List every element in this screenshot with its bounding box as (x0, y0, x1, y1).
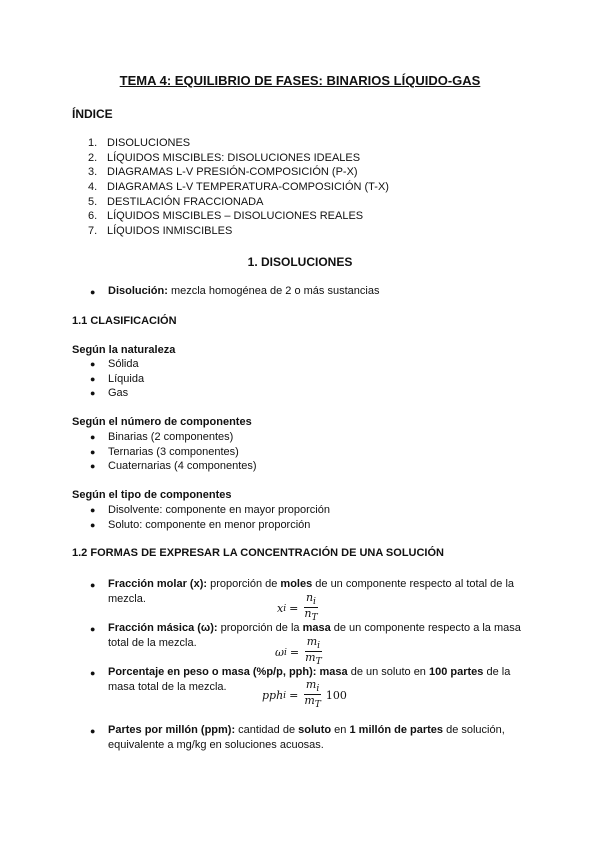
definition-disolucion: ● Disolución: mezcla homogénea de 2 o más sustancias (90, 284, 530, 299)
formula-fraccion-masica: ω i = $\frac{m_i}{m_T}$ (275, 635, 322, 668)
list-item: ● Gas (90, 387, 129, 400)
group-heading-naturaleza: Según la naturaleza (72, 344, 176, 356)
table-of-contents (88, 136, 389, 239)
bullet-icon: ● (90, 373, 96, 384)
section-heading-disoluciones: 1. DISOLUCIONES (247, 255, 353, 269)
formula-porcentaje: pph i = $\frac{m_i}{m_T}$ 100 (262, 678, 347, 711)
bullet-icon: ● (90, 388, 96, 399)
document-title: TEMA 4: EQUILIBRIO DE FASES: BINARIOS LÍQUIDO-GAS (119, 73, 481, 88)
bullet-icon: ● (90, 624, 96, 634)
toc-item: 5. DESTILACIÓN FRACCIONADA (88, 195, 264, 208)
toc-item: 1. DISOLUCIONES (88, 137, 191, 149)
bullet-icon: ● (90, 446, 96, 457)
bullet-icon: ● (90, 505, 96, 515)
list-item: ● Sólida (90, 358, 139, 370)
bullet-icon: ● (90, 432, 96, 442)
subsection-heading-clasificacion: 1.1 CLASIFICACIÓN (72, 315, 177, 327)
list-item: ● Binarias (2 componentes) (90, 431, 234, 443)
definition-fraccion-molar: ● Fracción molar (x): proporción de moles de un componente respecto al total de la mezcla. (90, 578, 515, 605)
list-item: ● Cuaternarias (4 componentes) (90, 460, 257, 473)
fraction: $\frac{n_i}{n_T}$ (304, 591, 318, 624)
fraction: $\frac{m_i}{m_T}$ (304, 678, 321, 711)
list-numero-componentes (90, 430, 257, 474)
toc-item: 4. DIAGRAMAS L-V TEMPERATURA-COMPOSICIÓN (T-X) (88, 181, 389, 194)
definition-porcentaje: ● Porcentaje en peso o masa (%p/p, pph): masa de un soluto en 100 partes de la masa total de la mezcla. (90, 666, 511, 693)
toc-item: 6. LÍQUIDOS MISCIBLES – DISOLUCIONES REALES (88, 210, 364, 223)
group-heading-tipo-componentes: Según el tipo de componentes (72, 489, 232, 501)
definition-ppm: ● Partes por millón (ppm): cantidad de soluto en 1 millón de partes de solución, equivalente a mg/kg en soluciones acuosas. (90, 724, 505, 751)
bullet-icon: ● (90, 359, 96, 369)
bullet-icon: ● (90, 726, 96, 736)
formula-fraccion-molar: x i = $\frac{n_i}{n_T}$ (277, 591, 318, 624)
bullet-icon: ● (90, 287, 96, 297)
list-naturaleza (90, 357, 144, 401)
list-item: ● Soluto: componente en menor proporción (90, 518, 311, 531)
list-item: ● Disolvente: componente en mayor proporción (90, 504, 330, 516)
bullet-icon: ● (90, 580, 96, 590)
list-tipo-componentes (90, 503, 330, 532)
fraction: $\frac{m_i}{m_T}$ (305, 635, 322, 668)
toc-item: 7. LÍQUIDOS INMISCIBLES (88, 225, 233, 238)
index-heading: ÍNDICE (72, 107, 113, 121)
bullet-icon: ● (90, 519, 96, 530)
list-item: ● Líquida (90, 372, 145, 385)
bullet-icon: ● (90, 668, 96, 678)
toc-item: 2. LÍQUIDOS MISCIBLES: DISOLUCIONES IDEALES (88, 151, 361, 164)
group-heading-numero-componentes: Según el número de componentes (72, 416, 252, 428)
list-item: ● Ternarias (3 componentes) (90, 445, 239, 458)
definition-fraccion-masica: ● Fracción másica (ω): proporción de la masa de un componente respecto a la masa total de la mezcla. (90, 622, 521, 649)
subsection-heading-formas: 1.2 FORMAS DE EXPRESAR LA CONCENTRACIÓN DE UNA SOLUCIÓN (72, 547, 444, 559)
bullet-icon: ● (90, 461, 96, 472)
toc-item: 3. DIAGRAMAS L-V PRESIÓN-COMPOSICIÓN (P-X) (88, 166, 358, 179)
